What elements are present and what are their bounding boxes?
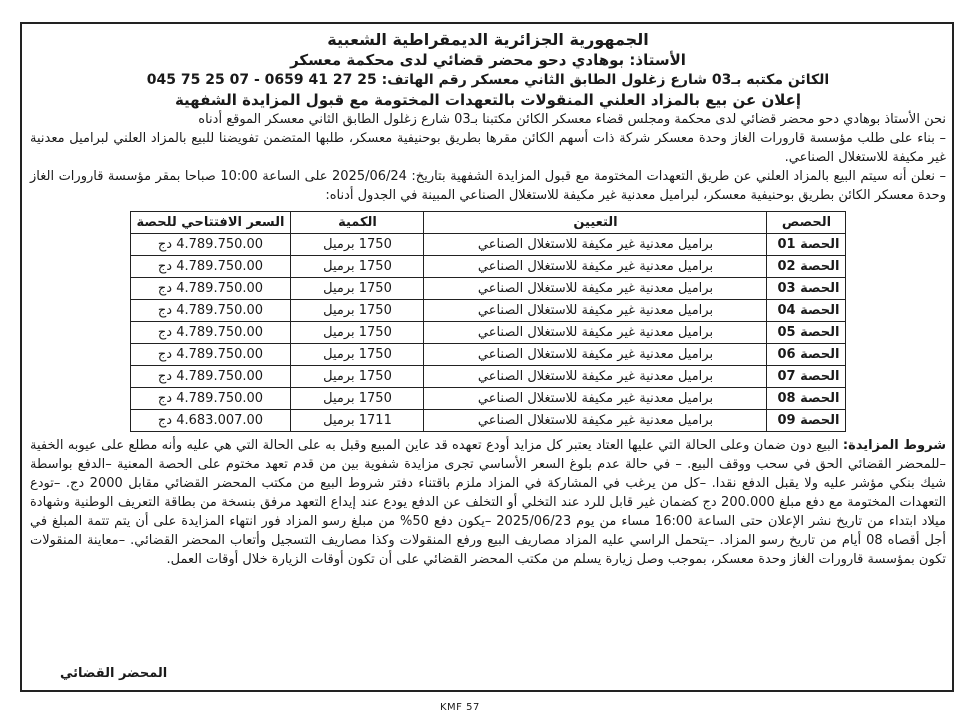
- designation-cell: براميل معدنية غير مكيفة للاستغلال الصناعي: [424, 344, 767, 366]
- quantity-cell: 1750 برميل: [291, 388, 424, 410]
- intro-paragraph: نحن الأستاذ بوهادي دحو محضر قضائي لدى محكمة ومجلس قضاء معسكر الكائن مكتبنا بـ03 شارع زغلول الطابق الثاني معسكر الموقع أدناه: [198, 112, 946, 127]
- announcement-content: [30, 30, 946, 569]
- office-address-phone: الكائن مكتبه بـ03 شارع زغلول الطابق الثاني معسكر رقم الهاتف: 25 27 41 0659 - 07 25 75 045: [146, 72, 830, 88]
- quantity-cell: 1750 برميل: [291, 366, 424, 388]
- announcement-title: إعلان عن بيع بالمزاد العلني المنقولات بالتعهدات المختومة مع قبول المزايدة الشفهية: [174, 91, 802, 109]
- bailiff-signature: المحضر القضائي: [60, 666, 168, 681]
- designation-cell: براميل معدنية غير مكيفة للاستغلال الصناعي: [424, 278, 767, 300]
- lots-table: [130, 211, 847, 432]
- request-paragraph: – بناء على طلب مؤسسة قارورات الغاز وحدة معسكر شركة ذات أسهم الكائن مقرها بطريق بوحنيفية معسكر، طلبها المتضمن تفويضنا للبيع بالمزاد العلني لبراميل معدنية غير مكيفة للاستغلال الصناعي.: [30, 131, 946, 165]
- price-cell: 4.789.750.00 دج: [130, 344, 291, 366]
- price-cell: 4.789.750.00 دج: [130, 234, 291, 256]
- designation-cell: براميل معدنية غير مكيفة للاستغلال الصناعي: [424, 410, 767, 432]
- price-cell: 4.789.750.00 دج: [130, 278, 291, 300]
- header-lot: الحصص: [767, 212, 846, 234]
- designation-cell: براميل معدنية غير مكيفة للاستغلال الصناعي: [424, 388, 767, 410]
- quantity-cell: 1750 برميل: [291, 256, 424, 278]
- quantity-cell: 1750 برميل: [291, 300, 424, 322]
- lot-cell: الحصة 03: [767, 278, 846, 300]
- table-row: [130, 366, 846, 388]
- quantity-cell: 1711 برميل: [291, 410, 424, 432]
- lot-cell: الحصة 02: [767, 256, 846, 278]
- conditions-title: شروط المزايدة:: [842, 438, 946, 453]
- table-row: [130, 256, 846, 278]
- lot-cell: الحصة 07: [767, 366, 846, 388]
- header-quantity: الكمية: [291, 212, 424, 234]
- auction-conditions: [30, 436, 946, 569]
- designation-cell: براميل معدنية غير مكيفة للاستغلال الصناعي: [424, 234, 767, 256]
- table-row: [130, 278, 846, 300]
- table-header-row: [130, 212, 846, 234]
- table-row: [130, 300, 846, 322]
- price-cell: 4.789.750.00 دج: [130, 322, 291, 344]
- sale-date-paragraph: – نعلن أنه سيتم البيع بالمزاد العلني عن طريق التعهدات المختومة مع قبول المزايدة الشفهية بتاريخ: 2025/06/24 على الساعة 10:00 صباحا بمقر مؤسسة قارورات الغاز وحدة معسكر الكائن بطريق بوحنيفية معسكر، لبراميل معدنية غير مكيفة للاستغلال الصناعي المبينة في الجدول أدناه:: [30, 169, 946, 203]
- quantity-cell: 1750 برميل: [291, 322, 424, 344]
- quantity-cell: 1750 برميل: [291, 278, 424, 300]
- conditions-body: البيع دون ضمان وعلى الحالة التي عليها العتاد يعتبر كل مزايد أودع تعهده قد عاين المبيع وقبل به على الحالة التي هي عليه وأنه مطلع على عيوبه الخفية –للمحضر القضائي الحق في سحب ووقف البيع. – في حالة عدم بلوغ السعر الأساسي تجرى مزايدة شفوية بين من قدم تعهد مختوم على الحصة المعنية –الدفع بواسطة شيك بنكي مؤشر عليه ولا يقبل الدفع نقدا. –كل من يرغب في المشاركة في المزاد ملزم باقتناء دفتر شروط البيع من مكتب المحضر القضائي مقابل 2000 دج. –تودع التعهدات المختومة مع دفع مبلغ 200.000 دج كضمان غير قابل للرد عند التخلي أو التخلف عن الدفع يودع عند إيداع التعهد مرفق بنسخة من بطاقة التعريف الوطنية وشهادة ميلاد ابتداء من تاريخ نشر الإعلان حتى الساعة 16:00 مساء من يوم 2025/06/23 –يكون دفع 50% من مبلغ رسو المزاد فور انتهاء المزايدة على أن يتم تتمة المبلغ في أجل أقصاه 08 أيام من تاريخ رسو المزاد. –يتحمل الراسي عليه المزاد مصاريف البيع ورفع المنقولات وكذا مصاريف التسجيل وأتعاب المحضر القضائي. –معاينة المنقولات تكون بمؤسسة قارورات الغاز وحدة معسكر، بموجب وصل زيارة يسلم من مكتب المحضر القضائي على أن تكون أوقات الزيارة خلال أوقات العمل.: [30, 438, 947, 567]
- price-cell: 4.789.750.00 دج: [130, 300, 291, 322]
- header-opening-price: السعر الافتتاحي للحصة: [130, 212, 291, 234]
- bailiff-name: الأستاذ: بوهادي دحو محضر قضائي لدى محكمة معسكر: [290, 51, 686, 69]
- lot-cell: الحصة 06: [767, 344, 846, 366]
- lot-cell: الحصة 08: [767, 388, 846, 410]
- quantity-cell: 1750 برميل: [291, 344, 424, 366]
- lot-cell: الحصة 09: [767, 410, 846, 432]
- designation-cell: براميل معدنية غير مكيفة للاستغلال الصناعي: [424, 322, 767, 344]
- table-row: [130, 344, 846, 366]
- lot-cell: الحصة 01: [767, 234, 846, 256]
- lot-cell: الحصة 04: [767, 300, 846, 322]
- designation-cell: براميل معدنية غير مكيفة للاستغلال الصناعي: [424, 256, 767, 278]
- table-row: [130, 410, 846, 432]
- table-row: [130, 322, 846, 344]
- lots-table-wrap: [30, 211, 946, 432]
- price-cell: 4.683.007.00 دج: [130, 410, 291, 432]
- designation-cell: براميل معدنية غير مكيفة للاستغلال الصناعي: [424, 300, 767, 322]
- price-cell: 4.789.750.00 دج: [130, 256, 291, 278]
- lot-cell: الحصة 05: [767, 322, 846, 344]
- price-cell: 4.789.750.00 دج: [130, 366, 291, 388]
- header-designation: التعيين: [424, 212, 767, 234]
- table-row: [130, 234, 846, 256]
- republic-heading: الجمهورية الجزائرية الديمقراطية الشعبية: [327, 30, 649, 49]
- price-cell: 4.789.750.00 دج: [130, 388, 291, 410]
- table-row: [130, 388, 846, 410]
- designation-cell: براميل معدنية غير مكيفة للاستغلال الصناعي: [424, 366, 767, 388]
- reference-code: KMF 57: [440, 702, 480, 713]
- quantity-cell: 1750 برميل: [291, 234, 424, 256]
